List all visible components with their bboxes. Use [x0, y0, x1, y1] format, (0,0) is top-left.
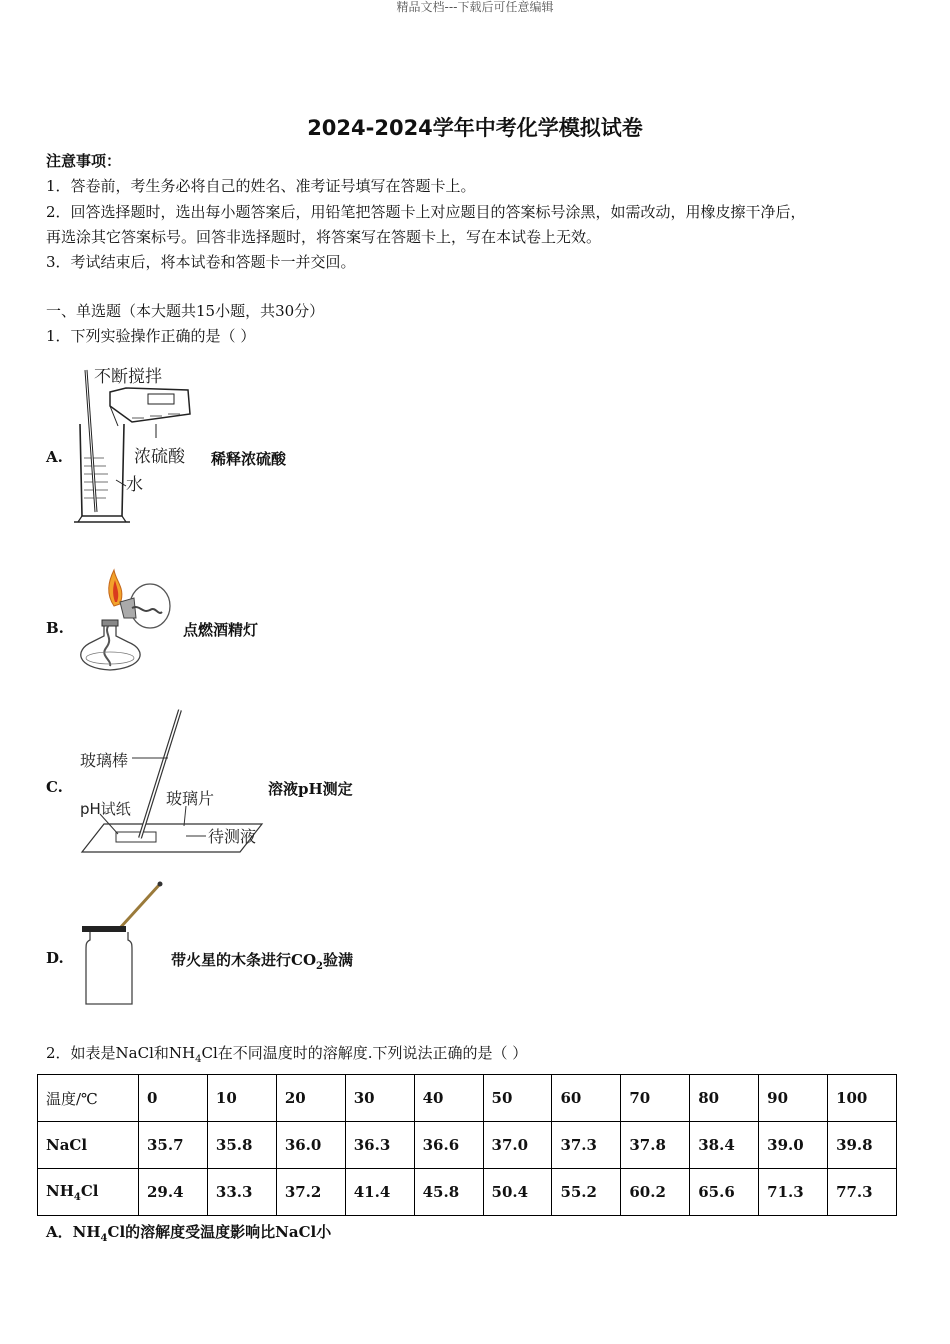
- notice-item-3: 3．考试结束后，将本试卷和答题卡一并交回。: [46, 253, 356, 271]
- table-cell: 29.4: [139, 1169, 208, 1216]
- option-a-letter: A.: [46, 448, 63, 466]
- table-cell: 77.3: [828, 1169, 897, 1216]
- table-cell: 37.0: [483, 1122, 552, 1169]
- table-cell: 45.8: [414, 1169, 483, 1216]
- label-glass-plate: 玻璃片: [166, 789, 215, 808]
- table-cell: 37.2: [276, 1169, 345, 1216]
- table-cell: 35.8: [207, 1122, 276, 1169]
- question-1-stem: 1．下列实验操作正确的是（ ）: [46, 327, 256, 345]
- table-cell: 60: [552, 1075, 621, 1122]
- table-cell: 10: [207, 1075, 276, 1122]
- option-b-letter: B.: [46, 619, 64, 637]
- label-glass-rod: 玻璃棒: [80, 751, 129, 770]
- table-cell: 39.0: [759, 1122, 828, 1169]
- table-cell: 0: [139, 1075, 208, 1122]
- option-b-caption: 点燃酒精灯: [183, 621, 259, 639]
- option-c-caption: 溶液pH测定: [268, 780, 353, 798]
- notice-item-2b: 再选涂其它答案标号。回答非选择题时，将答案写在答题卡上，写在本试卷上无效。: [46, 228, 602, 246]
- label-stir: 不断搅拌: [94, 367, 162, 387]
- ph-test-figure: [76, 706, 266, 854]
- table-cell: 60.2: [621, 1169, 690, 1216]
- table-cell: 65.6: [690, 1169, 759, 1216]
- alcohol-lamp-figure: [70, 568, 180, 676]
- label-water: 水: [126, 475, 143, 495]
- option-a-caption: 稀释浓硫酸: [211, 450, 287, 468]
- solubility-table: [37, 1074, 897, 1216]
- table-cell: 38.4: [690, 1122, 759, 1169]
- table-cell: 100: [828, 1075, 897, 1122]
- table-row-label: $NH_4Cl$: [38, 1169, 139, 1216]
- option-d-letter: D.: [46, 949, 64, 967]
- table-row-label: NaCl: [38, 1122, 139, 1169]
- notice-item-1: 1．答卷前，考生务必将自己的姓名、准考证号填写在答题卡上。: [46, 177, 476, 195]
- notice-item-2a: 2．回答选择题时，选出每小题答案后，用铅笔把答题卡上对应题目的答案标号涂黑，如需改动，用橡皮擦干净后，: [46, 203, 806, 221]
- table-cell: 温度/℃: [38, 1075, 139, 1122]
- table-cell: 35.7: [139, 1122, 208, 1169]
- table-cell: 39.8: [828, 1122, 897, 1169]
- table-cell: 20: [276, 1075, 345, 1122]
- table-cell: 33.3: [207, 1169, 276, 1216]
- table-cell: 36.0: [276, 1122, 345, 1169]
- dilute-acid-figure: [70, 362, 205, 530]
- option-c-letter: C.: [46, 778, 63, 796]
- label-test-liquid: 待测液: [208, 827, 257, 846]
- table-cell: 50: [483, 1075, 552, 1122]
- gas-bottle-figure: [76, 880, 168, 1010]
- table-cell: 37.3: [552, 1122, 621, 1169]
- question-2-stem: 2．如表是NaCl和$NH_4Cl$在不同温度时的溶解度.下列说法正确的是（ ）: [46, 1044, 528, 1065]
- table-cell: 40: [414, 1075, 483, 1122]
- table-cell: 70: [621, 1075, 690, 1122]
- table-cell: 80: [690, 1075, 759, 1122]
- section-heading: 一、单选题（本大题共15小题，共30分）: [46, 302, 325, 320]
- table-cell: 50.4: [483, 1169, 552, 1216]
- table-cell: 71.3: [759, 1169, 828, 1216]
- page-title: 2024-2024学年中考化学模拟试卷: [307, 116, 643, 140]
- table-cell: 55.2: [552, 1169, 621, 1216]
- option-d-caption: 带火星的木条进行$CO_2$验满: [171, 951, 353, 972]
- question-2-option-a: A．$NH_4Cl$的溶解度受温度影响比NaCl小: [46, 1223, 332, 1244]
- table-header-row: [38, 1075, 897, 1122]
- table-cell: 36.3: [345, 1122, 414, 1169]
- label-conc-acid: 浓硫酸: [134, 447, 185, 467]
- table-cell: 30: [345, 1075, 414, 1122]
- label-ph-paper: pH试纸: [80, 800, 131, 818]
- watermark: 精品文档---下载后可任意编辑: [396, 0, 554, 14]
- table-cell: 41.4: [345, 1169, 414, 1216]
- table-cell: 90: [759, 1075, 828, 1122]
- table-row: [38, 1169, 897, 1216]
- table-cell: 37.8: [621, 1122, 690, 1169]
- notice-heading: 注意事项：: [46, 152, 122, 170]
- table-cell: 36.6: [414, 1122, 483, 1169]
- table-row: [38, 1122, 897, 1169]
